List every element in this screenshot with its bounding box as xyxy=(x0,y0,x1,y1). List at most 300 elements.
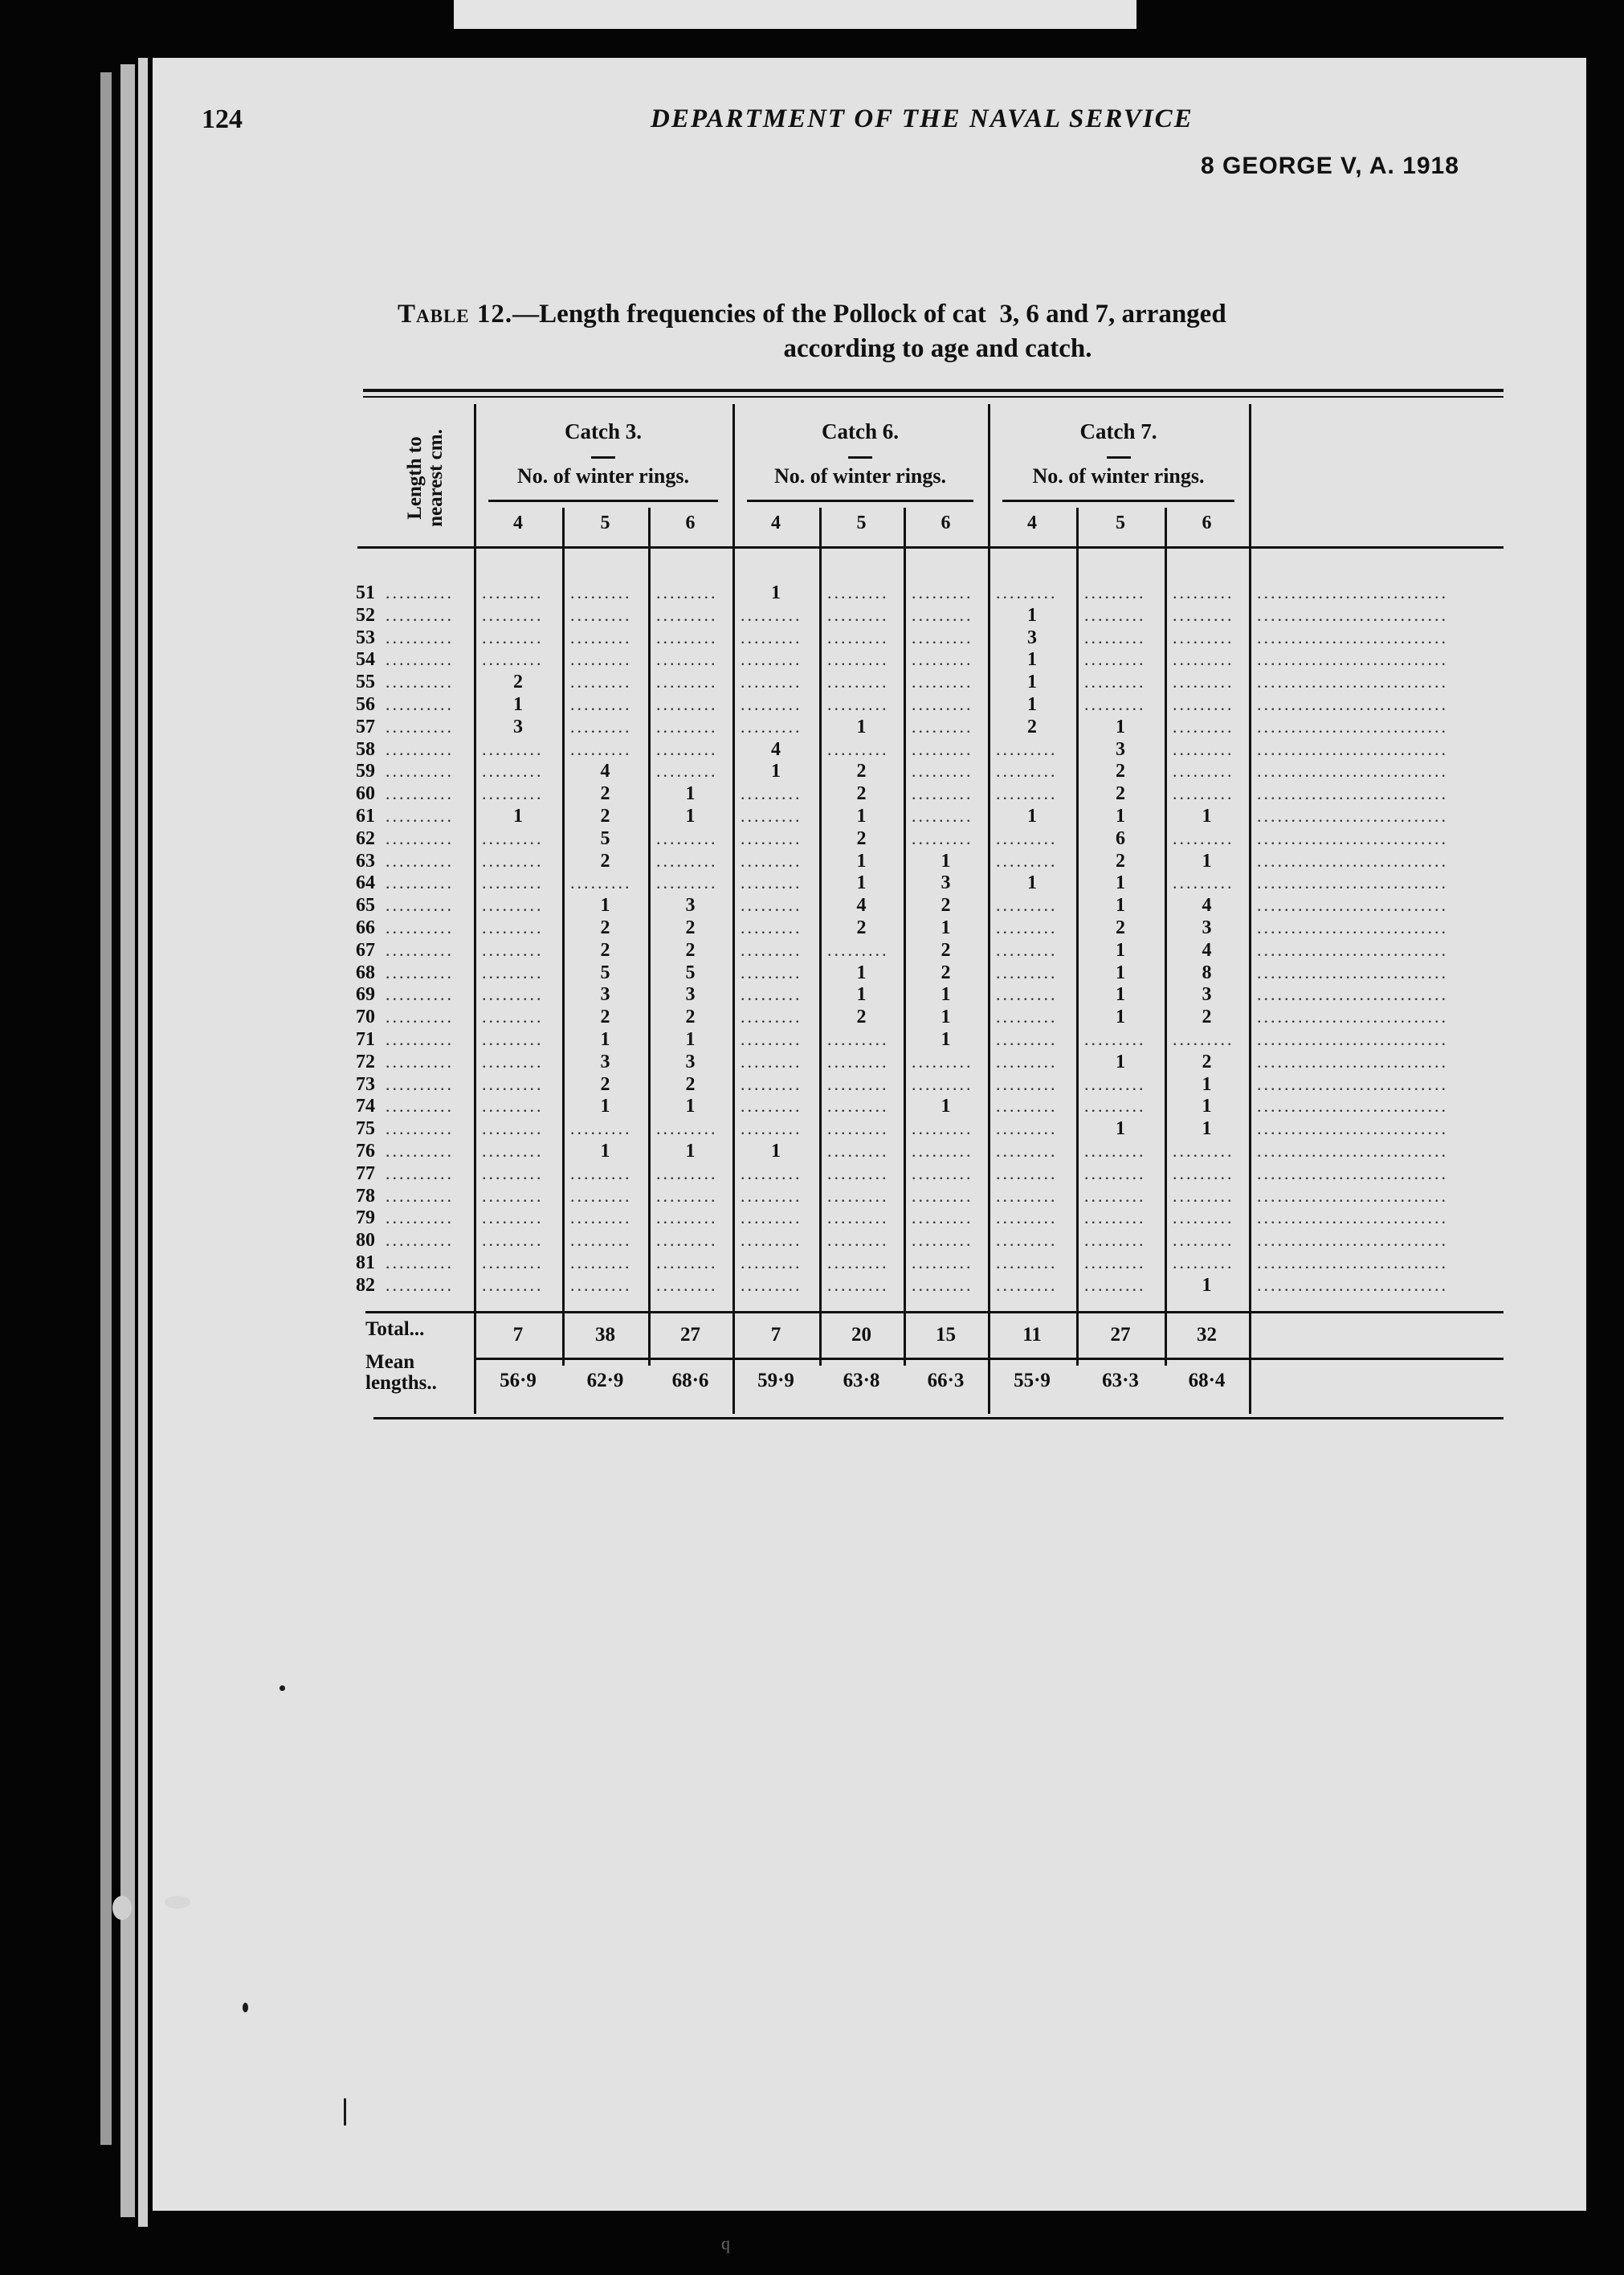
empty-cell-dots: ......... xyxy=(482,649,544,670)
empty-cell-dots: ......... xyxy=(1173,1162,1234,1183)
frequency-cell: 3 xyxy=(941,872,951,894)
frequency-cell: 2 xyxy=(856,761,867,782)
frequency-cell: 2 xyxy=(600,850,610,872)
row-leader-dots: .......... xyxy=(386,761,454,782)
empty-cell-dots: ......... xyxy=(1173,672,1234,692)
empty-cell-dots: ......... xyxy=(996,962,1058,982)
frequency-cell: 1 xyxy=(1202,1096,1212,1117)
row-leader-dots: .......... xyxy=(386,1141,454,1161)
empty-cell-dots: ......... xyxy=(1084,627,1146,647)
empty-cell-dots: ......... xyxy=(996,1274,1058,1295)
empty-cell-dots: ......... xyxy=(482,939,544,960)
row-length-label: 55 xyxy=(356,672,375,693)
blank-column-dots: ............................ xyxy=(1257,783,1448,804)
mean-length-cell: 63·8 xyxy=(843,1370,880,1391)
empty-cell-dots: ......... xyxy=(482,783,544,804)
empty-cell-dots: ......... xyxy=(482,827,544,848)
empty-cell-dots: ......... xyxy=(996,827,1058,848)
frequency-cell: 6 xyxy=(1116,827,1125,849)
empty-cell-dots: ......... xyxy=(996,1051,1058,1072)
row-leader-dots: .......... xyxy=(386,1162,454,1183)
page-edge-shadow xyxy=(120,64,135,2217)
frequency-cell: 2 xyxy=(1202,1007,1212,1028)
scan-speck xyxy=(243,2003,248,2012)
empty-cell-dots: ......... xyxy=(827,604,889,625)
empty-cell-dots: ......... xyxy=(656,738,718,759)
frequency-cell: 2 xyxy=(600,1007,610,1028)
row-length-label: 76 xyxy=(356,1141,375,1162)
column-rule xyxy=(1249,404,1251,1414)
frequency-cell: 1 xyxy=(513,694,523,715)
bottom-mark: q xyxy=(721,2233,730,2253)
empty-cell-dots: ......... xyxy=(827,1029,889,1049)
blank-column-dots: ............................ xyxy=(1257,1073,1448,1094)
frequency-cell: 3 xyxy=(1202,917,1212,938)
empty-cell-dots: ......... xyxy=(996,1096,1058,1117)
frequency-cell: 1 xyxy=(1116,1118,1125,1140)
empty-cell-dots: ......... xyxy=(656,761,718,782)
empty-cell-dots: ......... xyxy=(1084,1029,1146,1049)
frequency-cell: 1 xyxy=(856,984,867,1006)
session-line: 8 GEORGE V, A. 1918 xyxy=(1201,153,1459,179)
empty-cell-dots: ......... xyxy=(912,1162,973,1183)
frequency-cell: 1 xyxy=(1027,604,1037,626)
length-header-text: Length to nearest cm. xyxy=(403,429,447,527)
frequency-cell: 1 xyxy=(1027,872,1037,894)
empty-cell-dots: ......... xyxy=(656,716,718,737)
empty-cell-dots: ......... xyxy=(741,694,802,714)
empty-cell-dots: ......... xyxy=(482,1252,544,1272)
empty-cell-dots: ......... xyxy=(656,1252,718,1272)
frequency-cell: 2 xyxy=(685,1007,696,1028)
empty-cell-dots: ......... xyxy=(912,1051,973,1072)
empty-cell-dots: ......... xyxy=(996,1118,1058,1139)
column-header-rings: 6 xyxy=(685,513,696,533)
empty-cell-dots: ......... xyxy=(912,649,973,670)
row-leader-dots: .......... xyxy=(386,895,454,916)
frequency-cell: 3 xyxy=(1202,984,1212,1006)
empty-cell-dots: ......... xyxy=(827,627,889,647)
row-leader-dots: .......... xyxy=(386,939,454,960)
total-cell: 38 xyxy=(595,1324,615,1346)
empty-cell-dots: ......... xyxy=(656,672,718,692)
empty-cell-dots: ......... xyxy=(482,917,544,937)
empty-cell-dots: ......... xyxy=(482,962,544,982)
row-length-label: 66 xyxy=(356,917,375,938)
empty-cell-dots: ......... xyxy=(1173,872,1234,893)
row-leader-dots: .......... xyxy=(386,1274,454,1295)
empty-cell-dots: ......... xyxy=(996,939,1058,960)
catch-group-title: Catch 3. xyxy=(565,419,642,443)
blank-column-dots: ............................ xyxy=(1257,1162,1448,1183)
empty-cell-dots: ......... xyxy=(996,582,1058,602)
empty-cell-dots: ......... xyxy=(570,1118,632,1139)
total-cell: 7 xyxy=(512,1324,524,1346)
blank-column-dots: ............................ xyxy=(1257,895,1448,916)
row-leader-dots: .......... xyxy=(386,1096,454,1117)
frequency-cell: 2 xyxy=(856,783,867,805)
empty-cell-dots: ......... xyxy=(741,1185,802,1206)
frequency-cell: 2 xyxy=(513,672,523,693)
empty-cell-dots: ......... xyxy=(741,649,802,670)
empty-cell-dots: ......... xyxy=(1173,1029,1234,1049)
header-bottom-rule xyxy=(357,546,1504,549)
empty-cell-dots: ......... xyxy=(656,827,718,848)
empty-cell-dots: ......... xyxy=(827,694,889,714)
column-rule xyxy=(988,404,990,1414)
empty-cell-dots: ......... xyxy=(1084,1252,1146,1272)
empty-cell-dots: ......... xyxy=(570,672,632,692)
frequency-cell: 5 xyxy=(685,962,696,983)
empty-cell-dots: ......... xyxy=(912,783,973,804)
empty-cell-dots: ......... xyxy=(912,827,973,848)
frequency-cell: 1 xyxy=(856,850,867,872)
empty-cell-dots: ......... xyxy=(1173,738,1234,759)
group-title-mark xyxy=(848,456,872,459)
frequency-cell: 3 xyxy=(600,984,610,1006)
blank-column-dots: ............................ xyxy=(1257,962,1448,982)
empty-cell-dots: ......... xyxy=(1173,716,1234,737)
frequency-cell: 2 xyxy=(1116,917,1125,938)
mean-length-cell: 55·9 xyxy=(1014,1370,1051,1391)
empty-cell-dots: ......... xyxy=(1084,1096,1146,1117)
empty-cell-dots: ......... xyxy=(912,672,973,692)
blank-column-dots: ............................ xyxy=(1257,806,1448,826)
row-length-label: 69 xyxy=(356,984,375,1006)
empty-cell-dots: ......... xyxy=(482,738,544,759)
total-cell: 20 xyxy=(851,1324,871,1346)
frequency-cell: 1 xyxy=(1202,806,1212,827)
blank-column-dots: ............................ xyxy=(1257,649,1448,670)
row-leader-dots: .......... xyxy=(386,1029,454,1049)
row-leader-dots: .......... xyxy=(386,806,454,826)
row-length-label: 71 xyxy=(356,1029,375,1050)
mean-length-cell: 68·4 xyxy=(1188,1370,1226,1391)
empty-cell-dots: ......... xyxy=(1173,694,1234,714)
frequency-cell: 5 xyxy=(600,962,610,983)
empty-cell-dots: ......... xyxy=(570,716,632,737)
means-rule xyxy=(474,1358,1504,1360)
frequency-cell: 1 xyxy=(856,962,867,983)
empty-cell-dots: ......... xyxy=(482,1118,544,1139)
empty-cell-dots: ......... xyxy=(482,1073,544,1094)
frequency-cell: 2 xyxy=(600,1073,610,1095)
empty-cell-dots: ......... xyxy=(656,604,718,625)
empty-cell-dots: ......... xyxy=(996,1141,1058,1161)
total-cell: 15 xyxy=(936,1324,956,1346)
blank-column-dots: ............................ xyxy=(1257,1185,1448,1206)
blank-column-dots: ............................ xyxy=(1257,627,1448,647)
top-double-rule xyxy=(363,396,1504,398)
catch-group-title: Catch 6. xyxy=(822,419,899,443)
empty-cell-dots: ......... xyxy=(741,917,802,937)
empty-cell-dots: ......... xyxy=(996,783,1058,804)
row-length-label: 80 xyxy=(356,1230,375,1252)
table-title xyxy=(398,297,1478,366)
frequency-cell: 1 xyxy=(941,1029,951,1050)
blank-column-dots: ............................ xyxy=(1257,1029,1448,1049)
row-length-label: 59 xyxy=(356,761,375,782)
film-strip-edge xyxy=(454,0,1136,29)
row-length-label: 81 xyxy=(356,1252,375,1273)
frequency-cell: 3 xyxy=(1116,738,1125,760)
column-header-rings: 4 xyxy=(513,513,523,533)
empty-cell-dots: ......... xyxy=(912,1141,973,1161)
empty-cell-dots: ......... xyxy=(482,1185,544,1206)
scan-speck xyxy=(344,2098,346,2126)
row-leader-dots: .......... xyxy=(386,872,454,893)
total-cell: 32 xyxy=(1197,1324,1217,1346)
row-leader-dots: .......... xyxy=(386,850,454,871)
row-length-label: 73 xyxy=(356,1073,375,1095)
empty-cell-dots: ......... xyxy=(827,738,889,759)
blank-column-dots: ............................ xyxy=(1257,672,1448,692)
empty-cell-dots: ......... xyxy=(656,1274,718,1295)
empty-cell-dots: ......... xyxy=(656,850,718,871)
row-length-label: 53 xyxy=(356,627,375,648)
blank-column-dots: ............................ xyxy=(1257,582,1448,602)
frequency-cell: 1 xyxy=(1116,1051,1125,1072)
frequency-cell: 3 xyxy=(685,1051,696,1072)
scan-speck xyxy=(165,1896,190,1909)
column-header-rings: 6 xyxy=(1202,513,1212,533)
frequency-cell: 1 xyxy=(1202,1274,1212,1296)
row-leader-dots: .......... xyxy=(386,1007,454,1027)
empty-cell-dots: ......... xyxy=(912,716,973,737)
frequency-cell: 1 xyxy=(1202,850,1212,872)
empty-cell-dots: ......... xyxy=(827,939,889,960)
empty-cell-dots: ......... xyxy=(1173,649,1234,670)
frequency-cell: 1 xyxy=(941,917,951,938)
empty-cell-dots: ......... xyxy=(1084,1162,1146,1183)
empty-cell-dots: ......... xyxy=(741,1230,802,1251)
frequency-cell: 1 xyxy=(685,806,696,827)
row-length-label: 56 xyxy=(356,694,375,715)
empty-cell-dots: ......... xyxy=(996,895,1058,916)
scan-speck xyxy=(280,1685,285,1691)
table-title-line1-end: 3, 6 and 7, arranged xyxy=(999,300,1226,329)
empty-cell-dots: ......... xyxy=(741,827,802,848)
row-leader-dots: .......... xyxy=(386,672,454,692)
mean-length-cell: 62·9 xyxy=(586,1370,624,1391)
row-length-label: 64 xyxy=(356,872,375,894)
row-leader-dots: .......... xyxy=(386,604,454,625)
empty-cell-dots: ......... xyxy=(912,806,973,826)
row-leader-dots: .......... xyxy=(386,1051,454,1072)
total-cell: 7 xyxy=(770,1324,781,1346)
empty-cell-dots: ......... xyxy=(656,582,718,602)
empty-cell-dots: ......... xyxy=(827,1185,889,1206)
row-leader-dots: .......... xyxy=(386,1185,454,1206)
empty-cell-dots: ......... xyxy=(912,627,973,647)
empty-cell-dots: ......... xyxy=(996,1230,1058,1251)
empty-cell-dots: ......... xyxy=(570,582,632,602)
empty-cell-dots: ......... xyxy=(996,917,1058,937)
empty-cell-dots: ......... xyxy=(996,850,1058,871)
frequency-cell: 1 xyxy=(685,783,696,805)
frequency-cell: 1 xyxy=(1027,649,1037,671)
frequency-cell: 4 xyxy=(1202,895,1212,917)
frequency-cell: 2 xyxy=(941,895,951,917)
empty-cell-dots: ......... xyxy=(570,694,632,714)
empty-cell-dots: ......... xyxy=(912,694,973,714)
empty-cell-dots: ......... xyxy=(1173,827,1234,848)
frequency-cell: 2 xyxy=(1116,850,1125,872)
empty-cell-dots: ......... xyxy=(482,895,544,916)
scan-speck xyxy=(112,1896,132,1920)
empty-cell-dots: ......... xyxy=(741,1207,802,1228)
empty-cell-dots: ......... xyxy=(827,582,889,602)
empty-cell-dots: ......... xyxy=(570,1274,632,1295)
winter-rings-subheader: No. of winter rings. xyxy=(773,464,946,488)
empty-cell-dots: ......... xyxy=(656,649,718,670)
blank-column-dots: ............................ xyxy=(1257,694,1448,714)
blank-column-dots: ............................ xyxy=(1257,1051,1448,1072)
empty-cell-dots: ......... xyxy=(741,604,802,625)
frequency-cell: 4 xyxy=(1202,939,1212,961)
empty-cell-dots: ......... xyxy=(482,1051,544,1072)
empty-cell-dots: ......... xyxy=(912,582,973,602)
frequency-cell: 2 xyxy=(600,783,610,805)
page-edge-shadow xyxy=(100,72,112,2145)
empty-cell-dots: ......... xyxy=(570,604,632,625)
empty-cell-dots: ......... xyxy=(1084,672,1146,692)
empty-cell-dots: ......... xyxy=(482,604,544,625)
empty-cell-dots: ......... xyxy=(996,1207,1058,1228)
blank-column-dots: ............................ xyxy=(1257,984,1448,1005)
empty-cell-dots: ......... xyxy=(996,738,1058,759)
blank-column-dots: ............................ xyxy=(1257,716,1448,737)
frequency-cell: 1 xyxy=(1202,1073,1212,1095)
row-length-label: 63 xyxy=(356,850,375,872)
row-length-label: 79 xyxy=(356,1207,375,1229)
mean-lengths-label: Mean lengths.. xyxy=(365,1351,437,1395)
empty-cell-dots: ......... xyxy=(570,738,632,759)
empty-cell-dots: ......... xyxy=(1084,1073,1146,1094)
row-leader-dots: .......... xyxy=(386,1252,454,1272)
empty-cell-dots: ......... xyxy=(741,716,802,737)
empty-cell-dots: ......... xyxy=(827,1230,889,1251)
empty-cell-dots: ......... xyxy=(827,1051,889,1072)
empty-cell-dots: ......... xyxy=(827,1073,889,1094)
blank-column-dots: ............................ xyxy=(1257,738,1448,759)
empty-cell-dots: ......... xyxy=(482,1096,544,1117)
frequency-cell: 1 xyxy=(941,1007,951,1028)
empty-cell-dots: ......... xyxy=(827,649,889,670)
empty-cell-dots: ......... xyxy=(741,1096,802,1117)
row-length-label: 65 xyxy=(356,895,375,917)
frequency-cell: 1 xyxy=(600,1141,610,1162)
empty-cell-dots: ......... xyxy=(482,1029,544,1049)
top-double-rule xyxy=(363,389,1504,392)
empty-cell-dots: ......... xyxy=(996,1252,1058,1272)
blank-column-dots: ............................ xyxy=(1257,761,1448,782)
empty-cell-dots: ......... xyxy=(1173,1185,1234,1206)
column-header-rings: 4 xyxy=(771,513,781,533)
empty-cell-dots: ......... xyxy=(656,627,718,647)
empty-cell-dots: ......... xyxy=(1084,1185,1146,1206)
empty-cell-dots: ......... xyxy=(741,962,802,982)
empty-cell-dots: ......... xyxy=(482,1274,544,1295)
frequency-cell: 1 xyxy=(771,761,781,782)
row-leader-dots: .......... xyxy=(386,917,454,937)
empty-cell-dots: ......... xyxy=(1173,582,1234,602)
frequency-cell: 1 xyxy=(941,984,951,1006)
frequency-cell: 1 xyxy=(856,716,867,737)
frequency-cell: 1 xyxy=(600,1096,610,1117)
empty-cell-dots: ......... xyxy=(741,1252,802,1272)
frequency-cell: 1 xyxy=(771,582,781,603)
page-edge-shadow xyxy=(138,58,148,2227)
row-leader-dots: .......... xyxy=(386,1207,454,1228)
empty-cell-dots: ......... xyxy=(1173,1141,1234,1161)
blank-column-dots: ............................ xyxy=(1257,872,1448,893)
row-length-label: 82 xyxy=(356,1274,375,1296)
mean-length-cell: 66·3 xyxy=(927,1370,965,1391)
row-length-label: 75 xyxy=(356,1118,375,1140)
empty-cell-dots: ......... xyxy=(741,627,802,647)
table-title-line1: —Length frequencies of the Pollock of cat xyxy=(512,300,986,329)
empty-cell-dots: ......... xyxy=(912,1230,973,1251)
empty-cell-dots: ......... xyxy=(912,1073,973,1094)
empty-cell-dots: ......... xyxy=(741,872,802,893)
empty-cell-dots: ......... xyxy=(570,1162,632,1183)
empty-cell-dots: ......... xyxy=(1173,1207,1234,1228)
row-length-label: 54 xyxy=(356,649,375,671)
row-leader-dots: .......... xyxy=(386,1230,454,1251)
group-subheader-rule xyxy=(747,500,973,502)
empty-cell-dots: ......... xyxy=(656,872,718,893)
frequency-cell: 1 xyxy=(1116,872,1125,894)
blank-column-dots: ............................ xyxy=(1257,1118,1448,1139)
frequency-cell: 1 xyxy=(1116,939,1125,961)
frequency-cell: 2 xyxy=(685,917,696,938)
frequency-cell: 1 xyxy=(685,1096,696,1117)
frequency-cell: 1 xyxy=(1116,1007,1125,1028)
empty-cell-dots: ......... xyxy=(482,627,544,647)
running-head: DEPARTMENT OF THE NAVAL SERVICE xyxy=(651,104,1194,133)
frequency-cell: 2 xyxy=(600,806,610,827)
frequency-cell: 1 xyxy=(856,806,867,827)
frequency-cell: 1 xyxy=(1202,1118,1212,1140)
row-length-label: 77 xyxy=(356,1162,375,1184)
empty-cell-dots: ......... xyxy=(1173,627,1234,647)
empty-cell-dots: ......... xyxy=(1084,1207,1146,1228)
empty-cell-dots: ......... xyxy=(570,1207,632,1228)
group-subheader-rule xyxy=(488,500,718,502)
frequency-cell: 3 xyxy=(685,895,696,917)
blank-column-dots: ............................ xyxy=(1257,850,1448,871)
frequency-cell: 1 xyxy=(1027,672,1037,693)
empty-cell-dots: ......... xyxy=(1173,604,1234,625)
frequency-cell: 5 xyxy=(600,827,610,849)
total-cell: 27 xyxy=(680,1324,700,1346)
frequency-cell: 2 xyxy=(941,939,951,961)
winter-rings-subheader: No. of winter rings. xyxy=(516,464,689,488)
empty-cell-dots: ......... xyxy=(1084,1274,1146,1295)
row-length-label: 61 xyxy=(356,806,375,827)
empty-cell-dots: ......... xyxy=(827,1162,889,1183)
empty-cell-dots: ......... xyxy=(1173,783,1234,804)
row-leader-dots: .......... xyxy=(386,1118,454,1139)
frequency-cell: 1 xyxy=(1116,716,1125,737)
row-length-label: 58 xyxy=(356,738,375,760)
row-leader-dots: .......... xyxy=(386,582,454,602)
frequency-cell: 2 xyxy=(1202,1051,1212,1072)
group-title-mark xyxy=(1107,456,1131,459)
page-number: 124 xyxy=(202,104,243,134)
group-title-mark xyxy=(591,456,615,459)
